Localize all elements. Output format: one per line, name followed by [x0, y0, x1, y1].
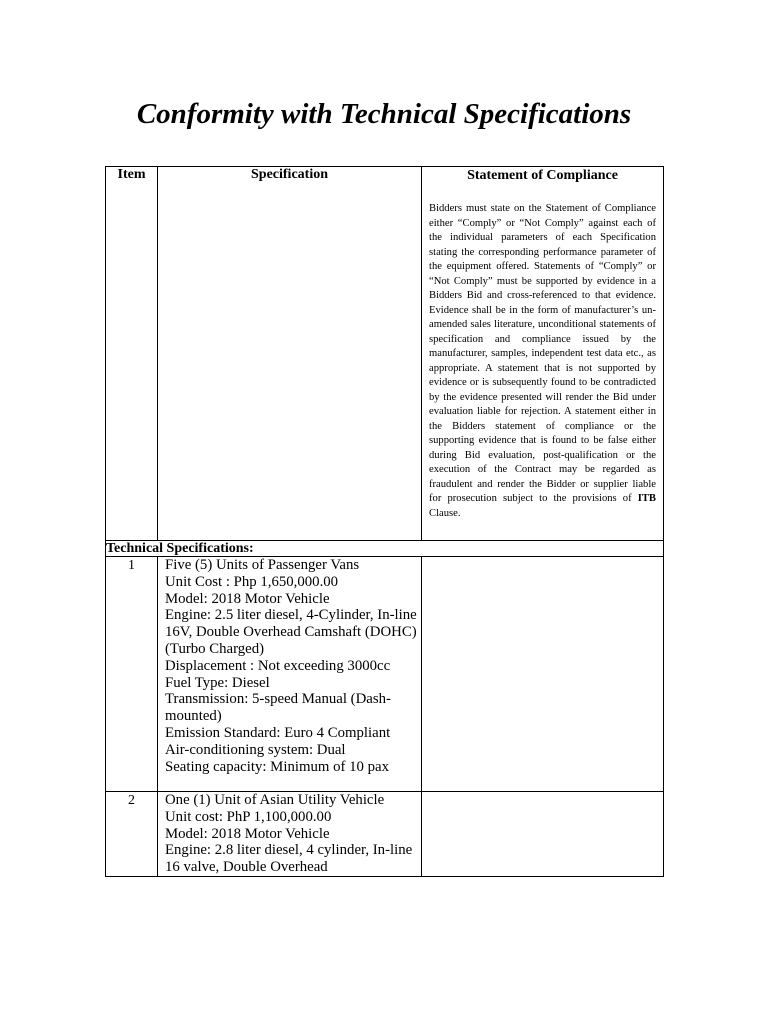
spec-line: Model: 2018 Motor Vehicle — [165, 825, 330, 842]
spec-line: Emission Standard: Euro 4 Compliant — [165, 724, 391, 741]
item-compliance — [422, 792, 664, 877]
header-compliance-cell — [422, 167, 664, 541]
header-compliance: Statement of Compliance — [467, 168, 618, 183]
item-specification — [158, 792, 422, 877]
header-specification: Specification — [158, 167, 422, 541]
spec-line: Air-conditioning system: Dual — [165, 741, 346, 758]
spec-line: Displacement : Not exceeding 3000cc — [165, 657, 391, 674]
spec-line: One (1) Unit of Asian Utility Vehicle — [165, 792, 385, 808]
spec-line: Five (5) Units of Passenger Vans — [165, 557, 360, 573]
compliance-instructions-text: Bidders must state on the Statement of Compliance either “Comply” or “Not Comply” against each of the individual parameters of each Specification stating the corresponding performance parameter of the equipment offered. Statements of “Comply” or “Not Comply” must be supported by evidence in a Bidders Bid and cross-referenced to that evidence. Evidence shall be in the form of manufacturer’s un-amended sales literature, unconditional statements of specification and compliance issued by the manufacturer, samples, independent test data etc., as appropriate. A statement that is not supported by evidence or is subsequently found to be contradicted by the evidence presented will render the Bid under evaluation liable for rejection. A statement either in the Bidders statement of compliance or the supporting evidence that is found to be false either during Bid evaluation, post-qualification or the execution of the Contract may be regarded as fraudulent and render the Bidder or supplier liable for prosecution subject to the provisions of — [429, 203, 656, 504]
section-row — [106, 541, 664, 557]
header-item: Item — [106, 167, 158, 541]
itb-reference: ITB — [637, 493, 656, 504]
table-header-row — [106, 167, 664, 541]
item-number: 2 — [106, 792, 158, 877]
spec-line: Unit cost: PhP 1,100,000.00 — [165, 808, 332, 825]
table-row — [106, 792, 664, 877]
spec-line: Seating capacity: Minimum of 10 pax — [165, 758, 389, 775]
spec-line: Engine: 2.8 liter diesel, 4 cylinder, In-line 16 valve, Double Overhead — [165, 842, 413, 876]
document-title: Conformity with Technical Specifications — [136, 98, 632, 130]
specification-table — [105, 166, 664, 877]
spec-line: Engine: 2.5 liter diesel, 4-Cylinder, In-line 16V, Double Overhead Camshaft (DOHC) (Turbo Charged) — [165, 607, 417, 657]
compliance-instructions — [429, 202, 656, 540]
section-label: Technical Specifications: — [106, 541, 664, 557]
spec-line: Transmission: 5-speed Manual (Dash-mounted) — [165, 691, 391, 725]
spec-line: Fuel Type: Diesel — [165, 674, 270, 691]
table-row — [106, 557, 664, 792]
compliance-instructions-end: Clause. — [429, 507, 461, 519]
item-compliance — [422, 557, 664, 792]
item-specification — [158, 557, 422, 792]
spec-line: Unit Cost : Php 1,650,000.00 — [165, 573, 339, 590]
item-number: 1 — [106, 557, 158, 792]
spec-line: Model: 2018 Motor Vehicle — [165, 590, 330, 607]
